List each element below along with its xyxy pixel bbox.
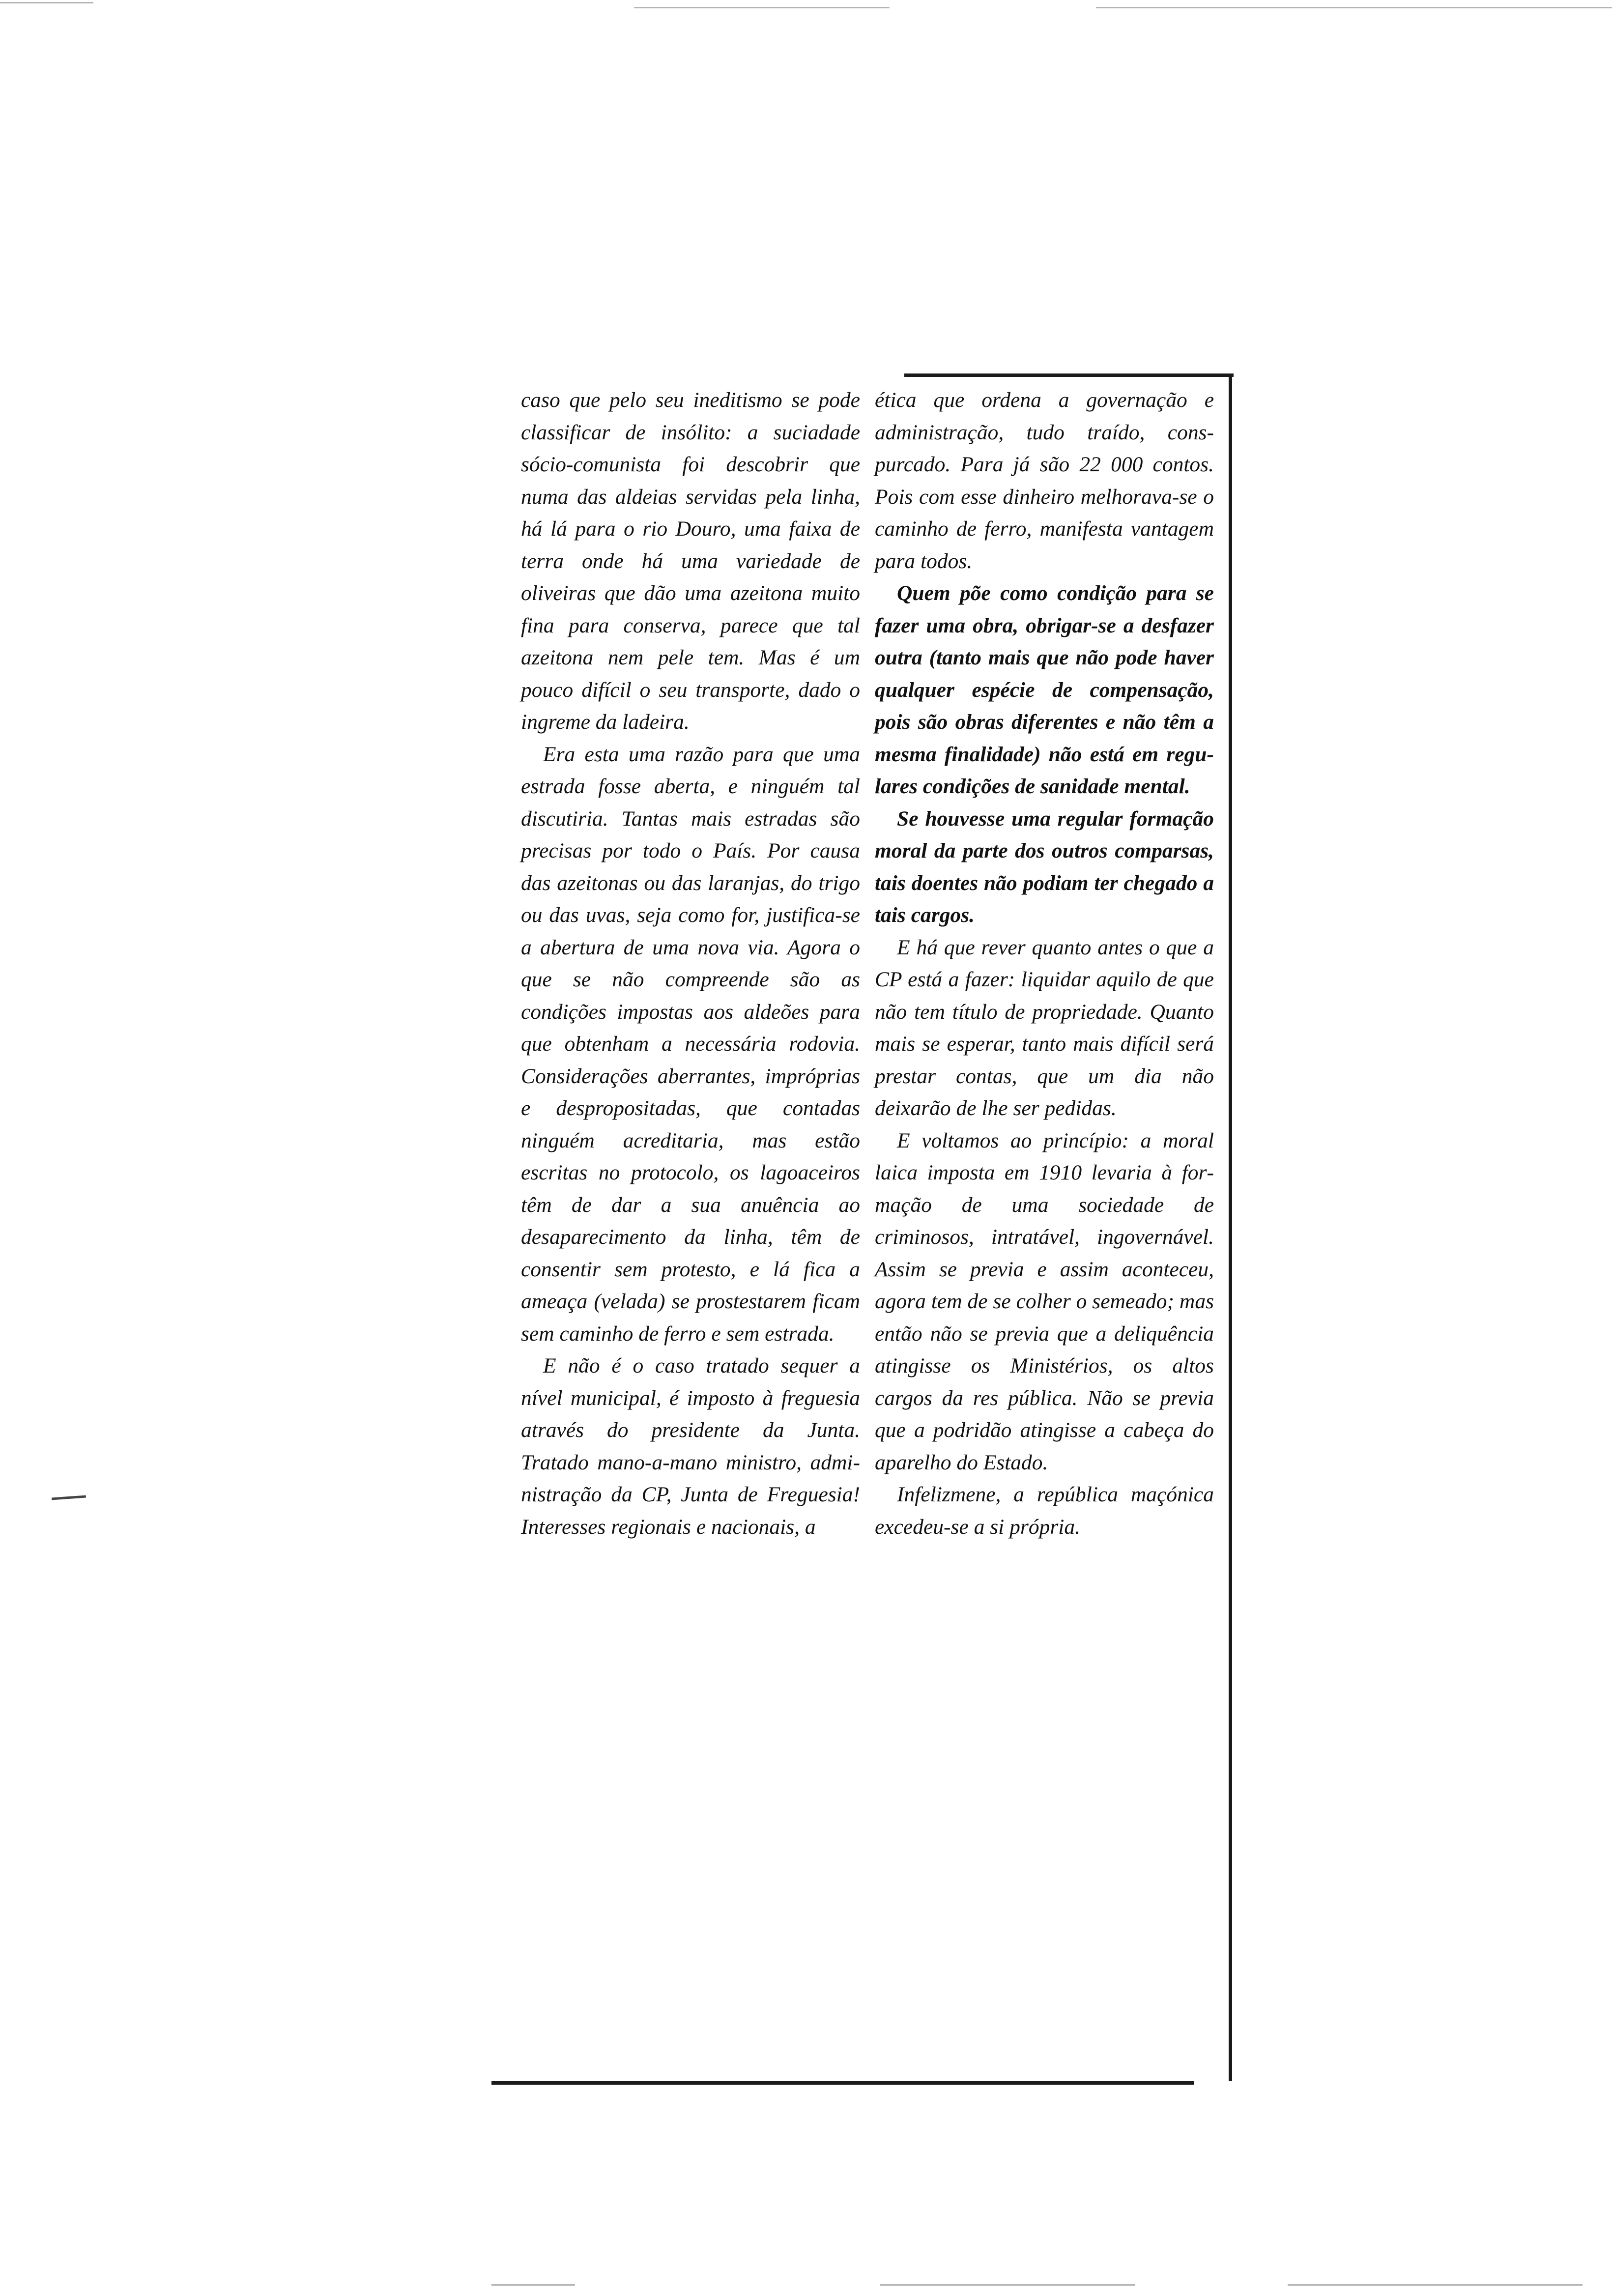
newspaper-clipping <box>491 373 1234 2084</box>
clipping-bottom-rule <box>491 2081 1194 2085</box>
left-paragraph-1: caso que pelo seu ineditismo se pode classificar de insólito: a suciadade sócio-comunista foi descobrir que numa das aldeias servidas pela linha, há lá para o rio Douro, uma faixa de terra onde há uma variedade de oliveiras que dão uma azeitona muito fina para conserva, parece que tal azeitona nem pele tem. Mas é um pouco difícil o seu transporte, dado o ingreme da ladeira. <box>521 388 860 734</box>
scan-artifact-bottom-middle <box>880 2284 1135 2286</box>
right-paragraph-4: E há que rever quanto antes o que a CP está a fazer: liquidar aquilo de que não tem título de propriedade. Quanto mais se esperar, tanto mais difícil será prestar contas, que um dia não deixarão de lhe ser pedidas. <box>875 935 1214 1120</box>
right-paragraph-2: Quem põe como condição para se fazer uma obra, obrigar-se a desfazer outra (tanto mais que não pode haver qualquer espécie de compensação, pois são obras diferentes e não têm a mesma finalidade) não está em regulares condições de sanidade mental. <box>875 581 1214 798</box>
clipping-right-rule <box>1229 373 1232 2081</box>
right-paragraph-1: ética que ordena a governação e administração, tudo traído, conspurcado. Para já são 22 000 contos. Pois com esse dinheiro melhorava-se o caminho de ferro, manifesta vantagem para todos. <box>875 388 1214 573</box>
right-paragraph-3: Se houvesse uma regular formação moral da parte dos outros comparsas, tais doentes não podiam ter chegado a tais cargos. <box>875 806 1214 927</box>
scan-artifact-top-right <box>1096 7 1612 8</box>
left-paragraph-2: Era esta uma razão para que uma estrada fosse aberta, e ninguém tal discutiria. Tantas mais estradas são precisas por todo o País. Por causa das azeitonas ou das laranjas, do trigo ou das uvas, seja como for, justifica-se a abertura de uma nova via. Agora o que se não compreende são as condições impostas aos aldeões para que obtenham a necessária rodovia. Considerações aberrantes, impróprias e despropositadas, que contadas ninguém acreditaria, mas estão escritas no protocolo, os lagoaceiros têm de dar a sua anuência ao desaparecimento da linha, têm de consentir sem protesto, e lá fica a ameaça (velada) se prostestarem ficam sem caminho de ferro e sem estrada. <box>521 742 860 1346</box>
article-right-column <box>875 384 1214 1543</box>
left-paragraph-3: E não é o caso tratado sequer a nível municipal, é imposto à freguesia através do presidente da Junta. Tratado mano-a-mano ministro, administração da CP, Junta de Freguesia! Interesses regionais e nacionais, a <box>521 1354 860 1539</box>
scan-artifact-bottom-right <box>1288 2284 1583 2286</box>
right-paragraph-6: Infelizmene, a república maçónica excedeu-se a si própria. <box>875 1483 1214 1539</box>
right-paragraph-5: E voltamos ao princípio: a moral laica imposta em 1910 levaria à formação de uma sociedade de criminosos, intratável, ingovernável. Assim se previa e assim aconteceu, agora tem de se colher o semeado; mas então não se previa que a deliquência atingisse os Ministérios, os altos cargos da res pública. Não se previa que a podridão atingisse a cabeça do aparelho do Estado. <box>875 1128 1214 1474</box>
stray-pen-mark <box>52 1495 86 1500</box>
article-left-column <box>521 384 860 1543</box>
scan-artifact-top-left <box>0 2 93 3</box>
scan-artifact-bottom-left <box>491 2284 575 2286</box>
scan-artifact-top-middle <box>634 7 890 8</box>
clipping-top-rule <box>904 373 1234 377</box>
